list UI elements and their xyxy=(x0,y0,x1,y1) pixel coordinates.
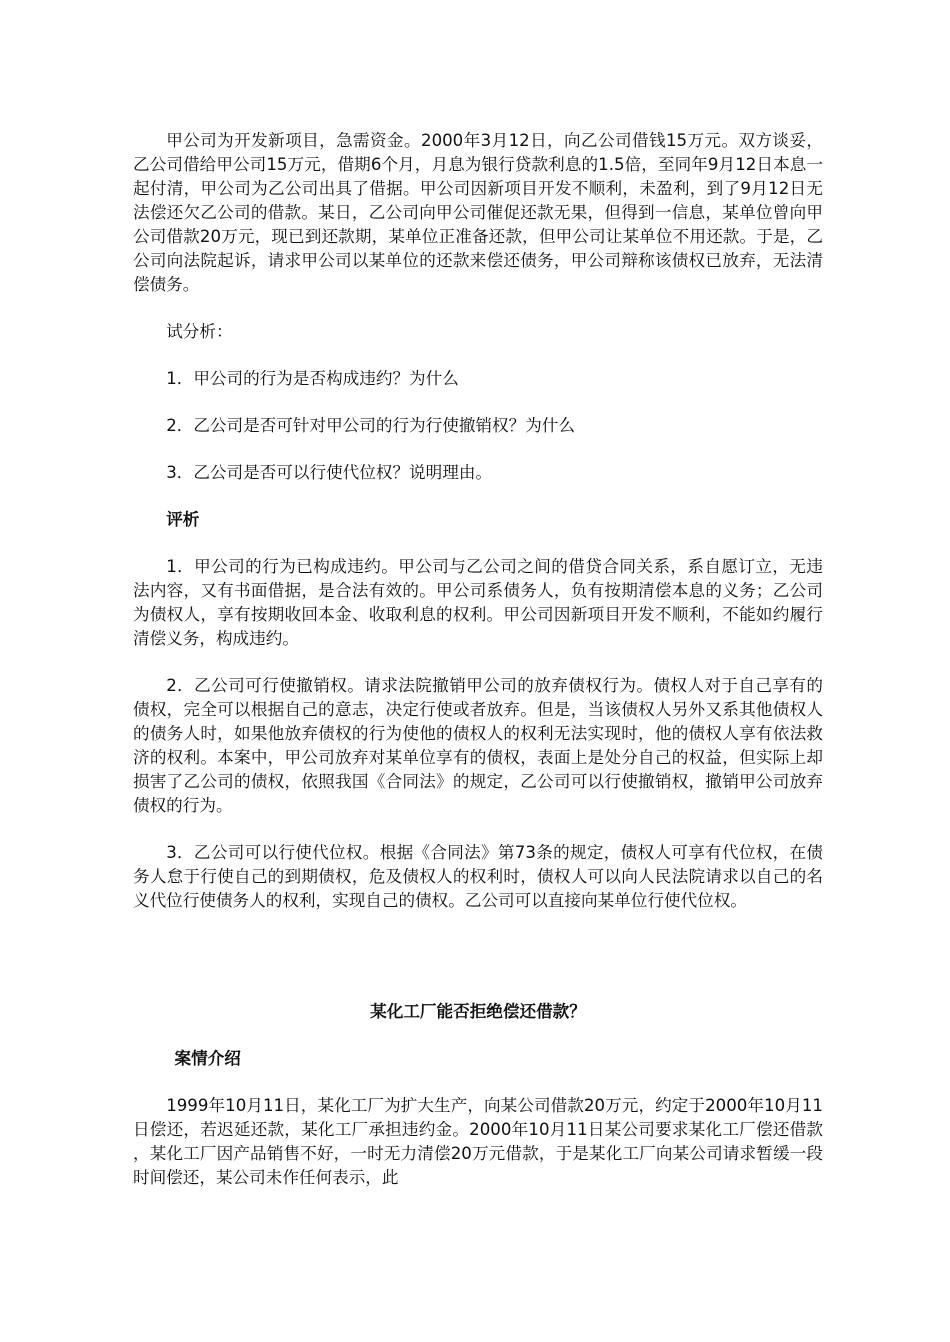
case-title: 某化工厂能否拒绝偿还借款？ xyxy=(370,1002,586,1021)
case-facts-paragraph: 甲公司为开发新项目，急需资金。2000年3月12日，向乙公司借钱15万元。双方谈妥，乙公司借给甲公司15万元，借期6个月，月息为银行贷款利息的1.5倍，至同年9月12日本息一起付清，甲公司为乙公司出具了借据。甲公司因新项目开发不顺利，未盈利，到了9月12日无法偿还欠乙公司的借款。某日，乙公司向甲公司催促还款无果，但得到一信息，某单位曾向甲公司借款20万元，现已到还款期，某单位正准备还款，但甲公司让某单位不用还款。于是，乙公司向法院起诉，请求甲公司以某单位的还款来偿还债务，甲公司辩称该债权已放弃，无法清偿债务。 xyxy=(133,131,823,294)
case-intro-heading: 案情介绍 xyxy=(174,1049,241,1068)
question-1: 1．甲公司的行为是否构成违约？为什么 xyxy=(166,369,459,388)
question-3: 3．乙公司是否可以行使代位权？说明理由。 xyxy=(166,463,493,482)
document-page xyxy=(133,129,823,1213)
analysis-heading: 评析 xyxy=(166,510,200,529)
analysis-paragraph-2: 2．乙公司可行使撤销权。请求法院撤销甲公司的放弃债权行为。债权人对于自己享有的债权，完全可以根据自己的意志，决定行使或者放弃。但是，当该债权人另外又系其他债权人的债务人时，如果他放弃债权的行为使他的债权人的权利无法实现时，他的债权人享有依法救济的权利。本案中，甲公司放弃对某单位享有的债权，表面上是处分自己的权益，但实际上却损害了乙公司的债权，依照我国《合同法》的规定，乙公司可以行使撤销权，撤销甲公司放弃债权的行为。 xyxy=(133,676,823,815)
question-2: 2．乙公司是否可针对甲公司的行为行使撤销权？为什么 xyxy=(166,416,575,435)
analysis-paragraph-1: 1．甲公司的行为已构成违约。甲公司与乙公司之间的借贷合同关系，系自愿订立，无违法内容，又有书面借据，是合法有效的。甲公司系债务人，负有按期清偿本息的义务；乙公司为债权人，享有按期收回本金、收取利息的权利。甲公司因新项目开发不顺利，不能如约履行清偿义务，构成违约。 xyxy=(133,557,823,648)
analysis-prompt: 试分析： xyxy=(166,322,233,341)
case-intro-paragraph: 1999年10月11日，某化工厂为扩大生产，向某公司借款20万元，约定于2000年10月11日偿还，若迟延还款，某化工厂承担违约金。2000年10月11日某公司要求某化工厂偿还借款，某化工厂因产品销售不好，一时无力清偿20万元借款，于是某化工厂向某公司请求暂缓一段时间偿还，某公司未作任何表示，此 xyxy=(133,1096,823,1187)
analysis-paragraph-3: 3．乙公司可以行使代位权。根据《合同法》第73条的规定，债权人可享有代位权，在债务人怠于行使自己的到期债权，危及债权人的权利时，债权人可以向人民法院请求以自己的名义代位行使债务人的权利，实现自己的债权。乙公司可以直接向某单位行使代位权。 xyxy=(133,843,823,910)
